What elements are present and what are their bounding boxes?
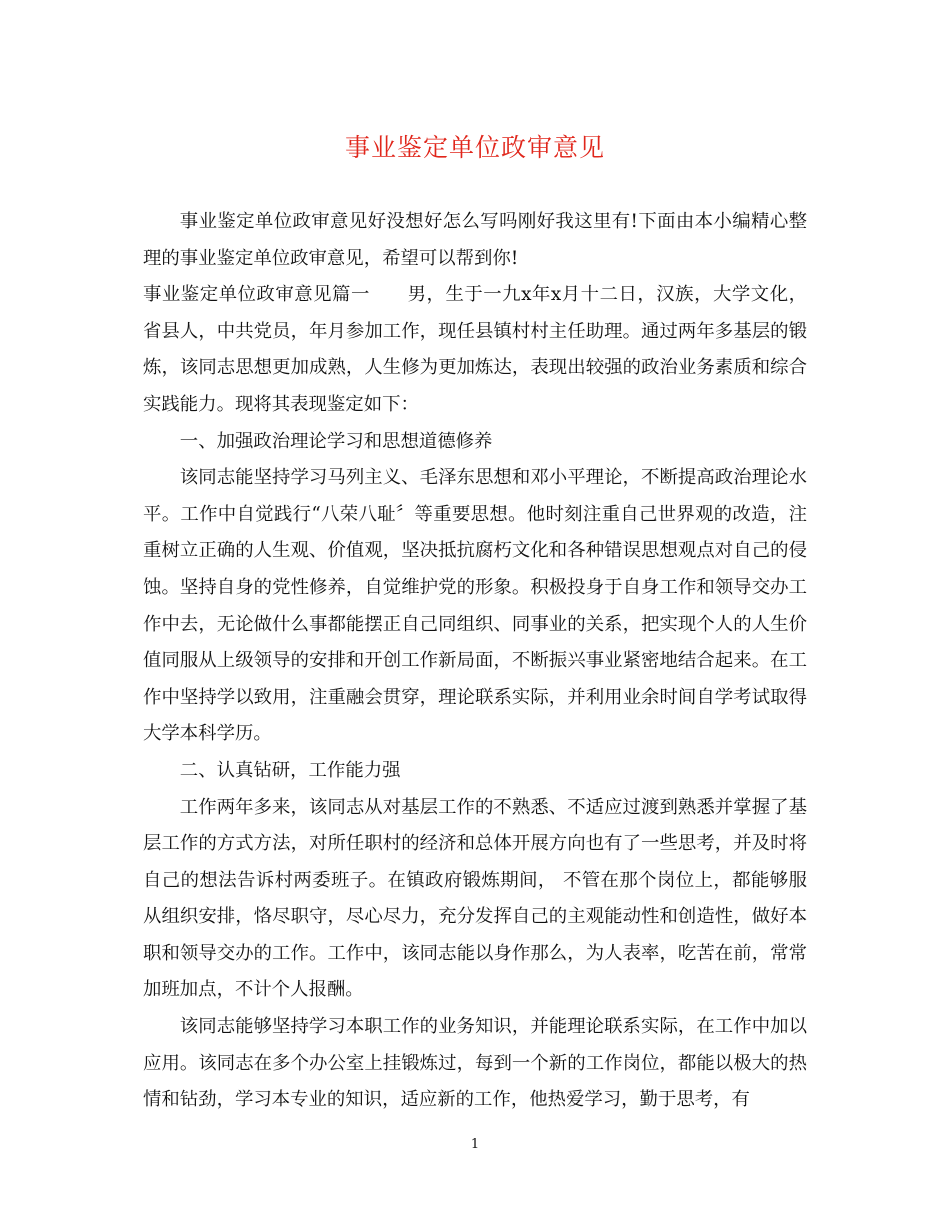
document-body xyxy=(143,204,807,1119)
paragraph-professional-learning: 该同志能够坚持学习本职工作的业务知识，并能理论联系实际，在工作中加以应用。该同志在多个办公室上挂锻炼过，每到一个新的工作岗位，都能以极大的热情和钻劲，学习本专业的知识，适应新的工作，他热爱学习，勤于思考，有 xyxy=(143,1016,807,1111)
section-heading-political-study: 一、加强政治理论学习和思想道德修养 xyxy=(179,430,493,452)
paragraph-work-experience: 工作两年多来，该同志从对基层工作的不熟悉、不适应过渡到熟悉并掌握了基层工作的方式方法，对所任职村的经济和总体开展方向也有了一些思考，并及时将自己的想法告诉村两委班子。在镇政府锻炼期间， 不管在那个岗位上，都能够服从组织安排，恪尽职守，尽心尽力，充分发挥自己的主观能动性和创造性，做好本职和领导交办的工作。工作中，该同志能以身作那么，为人表率，吃苦在前，常常加班加点，不计个人报酬。 xyxy=(143,796,807,1001)
paragraph-profile: 事业鉴定单位政审意见篇一 男，生于一九x年x月十二日，汉族，大学文化，省县人，中共党员，年月参加工作，现任县镇村村主任助理。通过两年多基层的锻炼，该同志思想更加成熟，人生修为更加炼达，表现出较强的政治业务素质和综合实践能力。现将其表现鉴定如下： xyxy=(143,284,807,415)
paragraph-political-study: 该同志能坚持学习马列主义、毛泽东思想和邓小平理论，不断提高政治理论水平。工作中自觉践行“八荣八耻〞等重要思想。他时刻注重自己世界观的改造，注重树立正确的人生观、价值观，坚决抵抗腐朽文化和各种错误思想观点对自己的侵蚀。坚持自身的党性修养，自觉维护党的形象。积极投身于自身工作和领导交办工作中去，无论做什么事都能摆正自己同组织、同事业的关系，把实现个人的人生价值同服从上级领导的安排和开创工作新局面，不断振兴事业紧密地结合起来。在工作中坚持学以致用，注重融会贯穿，理论联系实际，并利用业余时间自学考试取得大学本科学历。 xyxy=(143,467,807,745)
document-title: 事业鉴定单位政审意见 xyxy=(344,133,605,162)
page-number: 1 xyxy=(470,1137,480,1152)
paragraph-intro: 事业鉴定单位政审意见好没想好怎么写吗刚好我这里有!下面由本小编精心整理的事业鉴定单位政审意见，希望可以帮到你! xyxy=(143,211,807,269)
section-heading-work-ability: 二、认真钻研，工作能力强 xyxy=(179,759,401,781)
